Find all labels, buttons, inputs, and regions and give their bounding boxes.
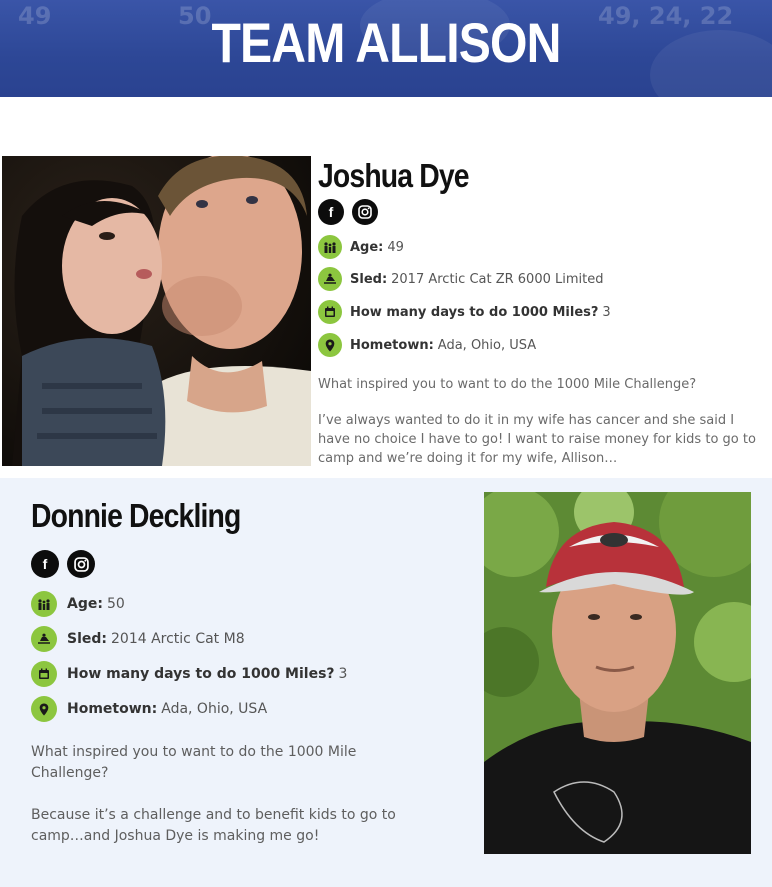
- fact-age: [318, 235, 766, 259]
- map-pin-icon: [318, 333, 342, 357]
- facebook-icon[interactable]: f: [31, 550, 59, 578]
- family-icon: [31, 591, 57, 617]
- family-icon: [318, 235, 342, 259]
- fact-hometown: [318, 333, 766, 357]
- fact-value: 49: [387, 239, 404, 255]
- calendar-icon: [31, 661, 57, 687]
- fact-label: Hometown:: [350, 337, 434, 353]
- fact-label: Age:: [67, 596, 103, 612]
- fact-days: [318, 300, 766, 324]
- fact-age: [31, 591, 451, 617]
- banner-bg-number: 50: [178, 2, 212, 30]
- answer-text: I’ve always wanted to do it in my wife has cancer and she said I have no choice I have to go! I want to raise money for kids to go to camp and we’re doing it for my wife, Allison…: [318, 413, 756, 466]
- facebook-icon[interactable]: f: [318, 199, 344, 225]
- fact-value: 50: [106, 596, 125, 612]
- profile-photo: [2, 156, 311, 466]
- profile-card: [0, 478, 772, 887]
- fact-label: How many days to do 1000 Miles?: [350, 304, 599, 320]
- fact-hometown: [31, 696, 451, 722]
- fact-value: 2014 Arctic Cat M8: [111, 631, 245, 647]
- fact-sled: [31, 626, 451, 652]
- fact-label: How many days to do 1000 Miles?: [67, 666, 335, 682]
- fact-label: Hometown:: [67, 701, 158, 717]
- fact-value: Ada, Ohio, USA: [437, 337, 537, 353]
- social-links: [31, 550, 451, 578]
- snowmobile-icon: [318, 267, 342, 291]
- social-links: [318, 199, 766, 225]
- fact-value: 2017 Arctic Cat ZR 6000 Limited: [391, 271, 604, 287]
- instagram-icon[interactable]: [352, 199, 378, 225]
- answer-text: Because it’s a challenge and to benefit kids to go to camp…and Joshua Dye is making me go!: [31, 807, 396, 844]
- page-title: TEAM ALLISON: [211, 11, 561, 74]
- calendar-icon: [318, 300, 342, 324]
- fact-value: 3: [338, 666, 348, 682]
- profile-info: [31, 496, 451, 847]
- fact-label: Sled:: [67, 631, 107, 647]
- profile-photo: [484, 492, 751, 854]
- banner-bg-number: 49, 24, 22: [598, 2, 734, 30]
- instagram-icon[interactable]: [67, 550, 95, 578]
- fact-sled: [318, 267, 766, 291]
- question-text: What inspired you to want to do the 1000 Mile Challenge?: [31, 744, 357, 781]
- profile-info: [318, 156, 766, 468]
- fact-value: 3: [602, 304, 611, 320]
- banner-bg-number: 49: [18, 2, 52, 30]
- question-text: What inspired you to want to do the 1000 Mile Challenge?: [318, 377, 697, 392]
- fact-label: Sled:: [350, 271, 388, 287]
- fact-days: [31, 661, 451, 687]
- snowmobile-icon: [31, 626, 57, 652]
- header-banner: [0, 0, 772, 97]
- map-pin-icon: [31, 696, 57, 722]
- fact-label: Age:: [350, 239, 384, 255]
- profile-card: [0, 156, 772, 478]
- person-name: Donnie Deckling: [31, 497, 241, 534]
- fact-value: Ada, Ohio, USA: [161, 701, 268, 717]
- person-name: Joshua Dye: [318, 157, 469, 194]
